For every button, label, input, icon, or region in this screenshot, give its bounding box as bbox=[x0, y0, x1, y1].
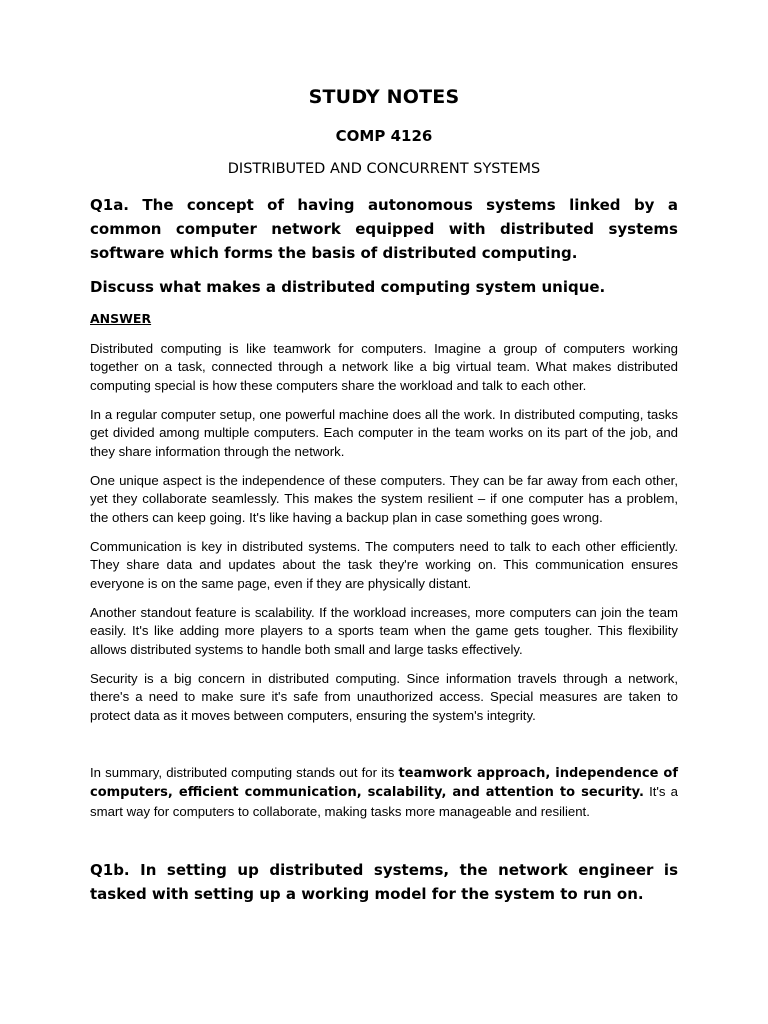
document-title: STUDY NOTES bbox=[308, 86, 460, 108]
summary-lead: In summary, distributed computing stands out for its bbox=[90, 765, 399, 780]
answer-paragraph-5: Another standout feature is scalability. If the workload increases, more computers can join the team easily. It's like adding more players to a sports team when the game gets tougher. This flexibility allows distributed systems to handle both small and large tasks effectively. bbox=[90, 605, 678, 657]
answer-paragraph-3: One unique aspect is the independence of these computers. They can be far away from each other, yet they collaborate seamlessly. This makes the system resilient – if one computer has a problem, the others can keep going. It's like having a backup plan in case something goes wrong. bbox=[90, 473, 678, 525]
answer-label: ANSWER bbox=[90, 311, 152, 326]
summary-tail: It's a smart way for computers to collaborate, making tasks more manageable and resilient. bbox=[90, 784, 678, 819]
answer-paragraph-2: In a regular computer setup, one powerful machine does all the work. In distributed computing, tasks get divided among multiple computers. Each computer in the team works on its part of the job, and they share information through the network. bbox=[90, 407, 678, 459]
answer-paragraph-1: Distributed computing is like teamwork for computers. Imagine a group of computers working together on a task, connected through a network like a big virtual team. What makes distributed computing special is how these computers share the workload and talk to each other. bbox=[90, 341, 678, 393]
answer-paragraph-6: Security is a big concern in distributed computing. Since information travels through a network, there's a need to make sure it's safe from unauthorized access. Special measures are taken to protect data as it moves between computers, ensuring the system's integrity. bbox=[90, 671, 678, 723]
answer-paragraph-4: Communication is key in distributed systems. The computers need to talk to each other efficiently. They share data and updates about the task they're working on. This communication ensures everyone is on the same page, even if they are physically distant. bbox=[90, 539, 678, 591]
question-q1a: Q1a. The concept of having autonomous systems linked by a common computer network equipped with distributed systems software which forms the basis of distributed computing. bbox=[90, 196, 678, 262]
summary-paragraph bbox=[90, 764, 678, 821]
question-discuss-prompt: Discuss what makes a distributed computing system unique. bbox=[90, 278, 606, 296]
course-name: DISTRIBUTED AND CONCURRENT SYSTEMS bbox=[227, 161, 541, 177]
course-code: COMP 4126 bbox=[335, 127, 433, 145]
question-q1b: Q1b. In setting up distributed systems, the network engineer is tasked with setting up a working model for the system to run on. bbox=[90, 861, 678, 903]
summary-emphasis: teamwork approach, independence of computers, efficient communication, scalability, and attention to security. bbox=[90, 766, 678, 801]
